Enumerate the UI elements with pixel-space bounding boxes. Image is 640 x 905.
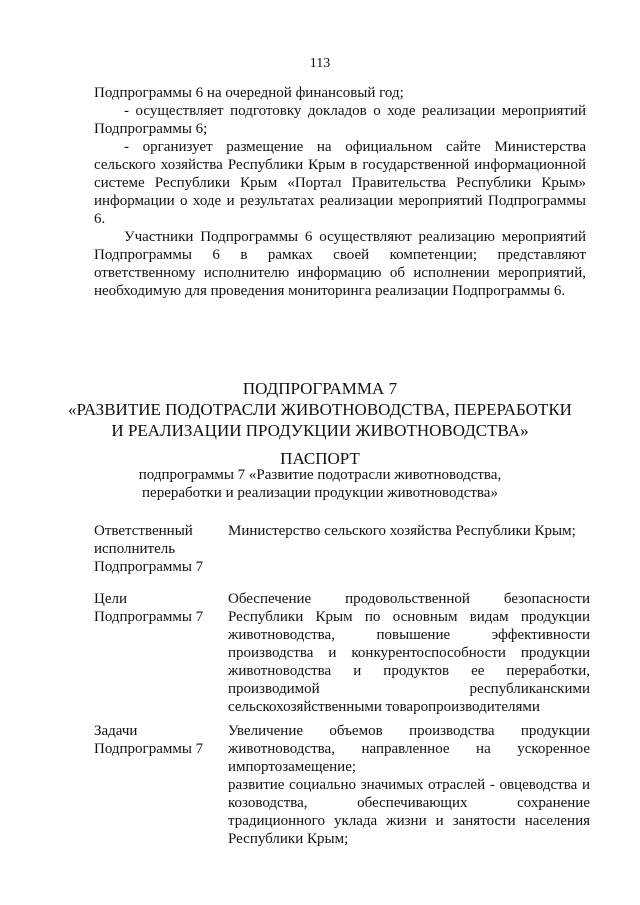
passport-row-value <box>228 522 590 540</box>
passport-row-label <box>94 522 222 576</box>
page-number: 113 <box>309 56 331 71</box>
intro-paragraph: Подпрограммы 6 на очередной финансовый год; <box>94 85 404 101</box>
passport-title: ПАСПОРТ <box>280 449 360 468</box>
label-line: Задачи <box>94 723 138 739</box>
label-line: Подпрограммы 7 <box>94 559 204 575</box>
subprogram-name-line-1: «РАЗВИТИЕ ПОДОТРАСЛИ ЖИВОТНОВОДСТВА, ПЕРЕРАБОТКИ <box>68 400 572 419</box>
intro-paragraph: - осуществляет подготовку докладов о ходе реализации мероприятий Подпрограммы 6; <box>94 103 586 137</box>
label-line: исполнитель <box>94 541 176 557</box>
label-line: Ответственный <box>94 523 193 539</box>
label-line: Подпрограммы 7 <box>94 609 204 625</box>
passport-row-label <box>94 722 222 758</box>
passport-row-value <box>228 590 590 716</box>
passport-row-label <box>94 590 222 626</box>
subprogram-title: ПОДПРОГРАММА 7 <box>242 379 398 398</box>
passport-subtitle <box>0 466 640 502</box>
passport-row-value <box>228 722 590 848</box>
subprogram-heading <box>0 378 640 441</box>
subprogram-name-line-2: И РЕАЛИЗАЦИИ ПРОДУКЦИИ ЖИВОТНОВОДСТВА» <box>111 421 529 440</box>
value-paragraph: Министерство сельского хозяйства Республики Крым; <box>228 523 576 539</box>
intro-paragraph: - организует размещение на официальном сайте Министерства сельского хозяйства Республики Крым в государственной информационной системе Республики Крым «Портал Правительства Республики Крым» информации о ходе и результатах реализации мероприятий Подпрограммы 6. <box>94 139 586 227</box>
intro-paragraph: Участники Подпрограммы 6 осуществляют реализацию мероприятий Подпрограммы 6 в рамках своей компетенции; представляют ответственному исполнителю информацию об исполнении мероприятий, необходимую для проведения мониторинга реализации Подпрограммы 6. <box>94 229 586 299</box>
passport-subtitle-line-1: подпрограммы 7 «Развитие подотрасли животноводства, <box>138 467 502 483</box>
passport-subtitle-line-2: переработки и реализации продукции животноводства» <box>142 485 498 501</box>
value-paragraph: Увеличение объемов производства продукции животноводства, направленное на ускоренное импортозамещение; <box>228 723 590 775</box>
label-line: Цели <box>94 591 128 607</box>
intro-text <box>94 84 586 300</box>
label-line: Подпрограммы 7 <box>94 741 204 757</box>
value-paragraph: Обеспечение продовольственной безопасности Республики Крым по основным видам продукции животноводства, повышение эффективности производства и конкурентоспособности продукции животноводства и продуктов ее переработки, производимой республиканскими сельскохозяйственными товаропроизводителями <box>228 591 590 715</box>
value-paragraph: развитие социально значимых отраслей - овцеводства и козоводства, обеспечивающих сохранение традиционного уклада жизни и занятости населения Республики Крым; <box>228 777 590 847</box>
